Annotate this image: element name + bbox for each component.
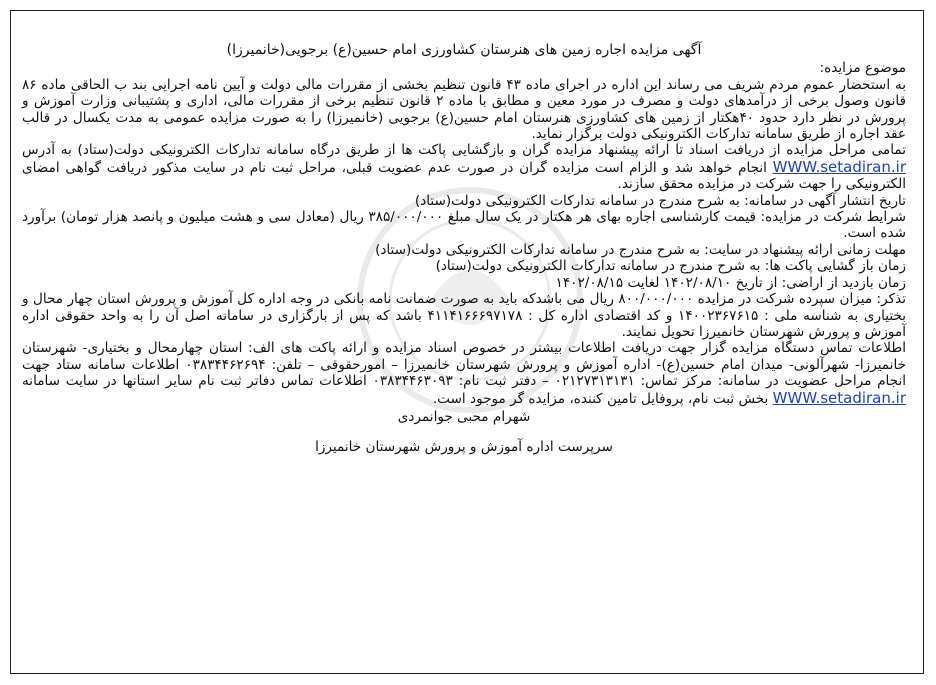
- setadiran-link[interactable]: WWW.setadiran.ir: [772, 157, 906, 176]
- deadline: مهلت زمانی ارائه پیشنهاد در سایت: به شرح مندرج در سامانه تدارکات الکترونیکی دولت(ستاد): [375, 241, 906, 258]
- visit-time: زمان بازدید از اراضی: از تاریخ ۱۴۰۲/۰۸/۱۰ لغایت ۱۴۰۲/۰۸/۱۵: [555, 274, 906, 291]
- publish-date: تاریخ انتشار آگهی در سامانه: به شرح مندرج در سامانه تدارکات الکترونیکی دولت(ستاد): [414, 192, 906, 209]
- opening-time: زمان باز گشایی پاکت ها: به شرح مندرج در سامانه تدارکات الکترونیکی دولت(ستاد): [435, 258, 906, 275]
- notice-title: آگهی مزایده اجاره زمین های هنرستان کشاورزی امام حسین(ع) برجویی(خانمیرزا): [226, 42, 702, 58]
- process-text-before: تمامی مراحل مزایده از دریافت اسناد تا ارائه پیشنهاد مزایده گران و بازگشایی پاکت ها از طریق درگاه سامانه تدارکات الکترونیکی دولت(ستاد) به آدرس: [22, 142, 906, 159]
- signer-title: سرپرست اداره آموزش و پرورش شهرستان خانمیرزا: [315, 438, 613, 455]
- conditions: شرایط شرکت در مزایده: قیمت کارشناسی اجاره بهای هر هکتار در یک سال مبلغ ۳۸۵/۰۰۰/۰۰۰ ریال (معادل سی و هشت میلیون و پانصد هزار تومان) برآورد شده است.: [22, 209, 906, 242]
- notice-body: [22, 42, 906, 469]
- subject-label: موضوع مزایده:: [819, 60, 906, 77]
- contact-text: اطلاعات تماس دستگاه مزایده گزار جهت دریافت اطلاعات بیشتر در خصوص اسناد مزایده و ارائه پاکت های الف: استان چهارمحال و بختیاری- شهرستان خانمیرزا- شهرآلونی- میدان امام حسین(ع)- اداره آموزش و پرورش شهرستان خانمیرزا – امورحقوقی – تلفن: ۰۳۸۳۴۴۶۲۶۹۴ اطلاعات سامانه ستاد جهت انجام مراحل عضویت در سامانه: مرکز تماس: ۰۲۱۲۷۳۱۳۱۳۱ – دفتر ثبت نام: ۰۳۸۳۴۴۶۳۰۹۳ اطلاعات تماس دفاتر ثبت نام سایر استانها در سایت سامانه: [22, 340, 907, 390]
- deposit-note: تذکر: میزان سپرده شرکت در مزایده ۸۰۰/۰۰۰/۰۰۰ ریال می باشدکه باید به صورت ضمانت نامه بانکی در وجه اداره کل آموزش و پرورش استان چهار محال و بختیاری به شناسه ملی : ۱۴۰۰۲۳۶۷۶۱۵ و کد اقتصادی اداره کل : ۴۱۱۴۱۶۶۶۹۷۱۷۸ باشد که پس از بارگزاری در سامانه اصل آن را به واحد حقوقی اداره آموزش و پرورش شهرستان خانمیرزا تحویل نمایند.: [22, 291, 907, 340]
- process-text-after: انجام خواهد شد و الزام است مزایده گران در صورت عدم عضویت قبلی، مراحل ثبت نام در سایت مذکور دریافت گواهی امضای الکترونیکی را جهت شرکت در مزایده محقق سازند.: [22, 159, 906, 193]
- paragraph-process: [22, 142, 906, 192]
- signer-name: شهرام محبی جوانمردی: [397, 408, 531, 425]
- setadiran-link-2[interactable]: WWW.setadiran.ir: [772, 388, 906, 407]
- contact-info: [22, 340, 906, 407]
- paragraph-intro: به استحضار عموم مردم شریف می رساند این اداره در اجرای ماده ۴۳ قانون تنظیم بخشی از مقررات مالی دولت و آیین نامه اجرایی بند ب الحاقی ماده ۸۶ قانون وصول برخی از درآمدهای دولت و مصرف در مورد معین و مطابق با ماده ۲ قانون تنظیم برخی از مقررات مالی، اداری و پشتیبانی وزارت آموزش و پرورش در نظر دارد حدود ۴۰هکتار از زمین های کشاورزی هنرستان امام حسین(ع) برجویی (خانمیرزا) را به صورت مزایده عمومی به مدت یکسال در قالب عقد اجاره از طریق سامانه تدارکات الکترونیکی دولت برگزار نماید.: [22, 76, 906, 143]
- contact-text-after: بخش ثبت نام، پروفایل تامین کننده، مزایده گر موجود است.: [432, 390, 769, 407]
